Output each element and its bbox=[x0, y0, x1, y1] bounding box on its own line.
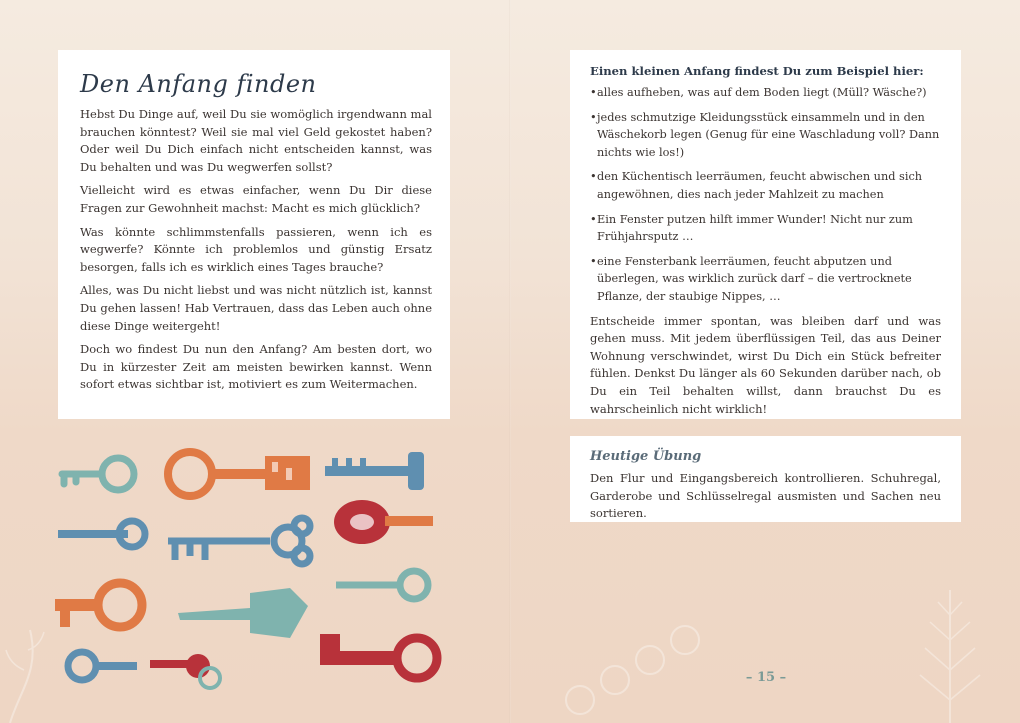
orange-key-icon bbox=[168, 452, 310, 496]
list-item bbox=[590, 253, 941, 306]
red-small-key-icon bbox=[150, 654, 220, 688]
blue-round-key-icon bbox=[68, 652, 137, 680]
background-branch-decoration bbox=[880, 580, 1020, 723]
tips-closing-paragraph: Entscheide immer spontan, was bleiben darf und was gehen muss. Mit jedem überflüssigen Teil, das aus Deiner Wohnung verschwindet, wirst Du Dich ein Stück befreiter fühlen. Denkst Du länger als 60 Sekunden darüber nach, ob Du ein Teil behalten willst, dann brauchst Du es wahrscheinlich nicht wirklich! bbox=[590, 313, 941, 416]
teal-key-icon bbox=[62, 458, 134, 490]
list-item-text: jedes schmutzige Kleidungsstück einsammeln und in den Wäschekorb legen (Genug für eine Waschladung voll? Dann nichts wie los!) bbox=[597, 110, 940, 159]
exercise-heading: Heutige Übung bbox=[590, 449, 702, 464]
blue-key-icon bbox=[325, 452, 424, 490]
intro-paragraph: Was könnte schlimmstenfalls passieren, wenn ich es wegwerfe? Könnte ich problemlos und günstig Ersatz besorgen, falls ich es wirklich eines Tages brauche? bbox=[80, 224, 432, 274]
teal-slim-key-icon bbox=[336, 571, 428, 599]
list-item-text: eine Fensterbank leerräumen, feucht abputzen und überlegen, was wirklich zurück darf – die vertrocknete Pflanze, der staubige Nippes, … bbox=[597, 254, 912, 303]
list-item bbox=[590, 84, 941, 102]
intro-text-card bbox=[58, 50, 450, 419]
list-item bbox=[590, 211, 941, 246]
intro-paragraph: Vielleicht wird es etwas einfacher, wenn Du Dir diese Fragen zur Gewohnheit machst: Macht es mich glücklich? bbox=[80, 183, 432, 215]
tips-heading: Einen kleinen Anfang findest Du zum Beispiel hier: bbox=[590, 64, 924, 78]
list-item-text: den Küchentisch leerräumen, feucht abwischen und sich angewöhnen, dies nach jeder Mahlzeit zu machen bbox=[597, 170, 923, 201]
blue-ornate-key-icon bbox=[168, 518, 310, 564]
blue-small-key-icon bbox=[58, 521, 145, 547]
tips-card bbox=[570, 50, 961, 419]
list-item-text: alles aufheben, was auf dem Boden liegt (Müll? Wäsche?) bbox=[597, 86, 927, 99]
exercise-text: Den Flur und Eingangsbereich kontrollieren. Schuhregal, Garderobe und Schlüsselregal ausmisten und Sachen neu sortieren. bbox=[590, 471, 941, 521]
list-item-text: Ein Fenster putzen hilft immer Wunder! Nicht nur zum Frühjahrsputz … bbox=[597, 212, 913, 244]
list-item bbox=[590, 109, 941, 162]
page-number: – 15 – bbox=[745, 670, 787, 685]
bullet-icon: • bbox=[590, 86, 597, 99]
teal-flat-key-icon bbox=[178, 588, 308, 638]
red-key-icon bbox=[334, 500, 433, 544]
tips-list bbox=[590, 84, 941, 306]
background-circle-chain-decoration bbox=[560, 590, 710, 723]
intro-paragraph: Hebst Du Dinge auf, weil Du sie womöglich irgendwann mal brauchen könntest? Weil sie mal viel Geld gekostet haben? Oder weil Du Dich einfach nicht entscheiden kannst, was Du behalten und was Du wegwerfen sollst? bbox=[80, 107, 432, 174]
intro-paragraph: Alles, was Du nicht liebst und was nicht nützlich ist, kannst Du gehen lassen! Hab Vertrauen, dass das Leben auch ohne diese Dinge weitergeht! bbox=[80, 283, 432, 333]
bullet-icon: • bbox=[590, 254, 597, 268]
bullet-icon: • bbox=[590, 170, 597, 184]
keys-illustration bbox=[50, 438, 445, 698]
page-title: Den Anfang finden bbox=[80, 70, 317, 98]
page-fold bbox=[509, 0, 511, 723]
orange-large-key-icon bbox=[55, 583, 142, 627]
intro-paragraph: Doch wo findest Du nun den Anfang? Am besten dort, wo Du in kürzester Zeit am meisten bewirken kannst. Wenn sofort etwas sichtbar ist, motiviert es zum Weitermachen. bbox=[80, 342, 432, 392]
exercise-card bbox=[570, 436, 961, 522]
bullet-icon: • bbox=[590, 110, 597, 124]
bullet-icon: • bbox=[590, 212, 597, 226]
list-item bbox=[590, 168, 941, 203]
red-orange-key-icon bbox=[320, 634, 437, 678]
